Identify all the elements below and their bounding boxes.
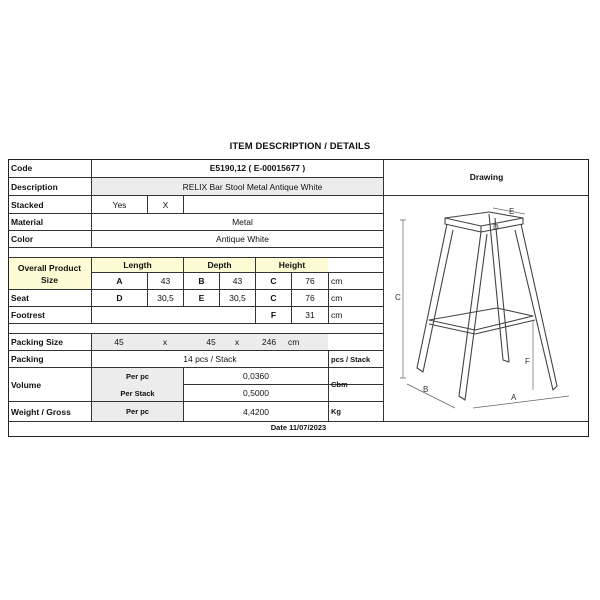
volume-per-stack-value: 0,5000 <box>243 388 269 398</box>
seat-label: Seat <box>11 293 29 303</box>
height-letter: C <box>270 276 277 286</box>
volume-per-pc-value: 0,0360 <box>243 371 269 381</box>
footrest-height-value: 31 <box>305 310 315 320</box>
weight-per-pc-value: 4,4200 <box>243 406 269 417</box>
seat-depth-letter: E <box>198 293 205 303</box>
seat-unit: cm <box>331 293 343 303</box>
dim-label-d: D <box>493 223 499 232</box>
packing-size-v1: 45 <box>114 337 124 347</box>
material-value: Metal <box>232 217 253 227</box>
height-header: Height <box>278 260 306 270</box>
packing-size-x1: x <box>162 337 168 347</box>
dim-label-e: E <box>509 207 515 216</box>
depth-value: 43 <box>232 276 243 286</box>
overall-size-label-line1: Overall Product <box>17 262 82 273</box>
volume-unit: Cbm <box>331 380 348 389</box>
packing-size-v3: 246 <box>261 337 277 347</box>
seat-length-letter: D <box>116 293 123 303</box>
seat-height-letter: C <box>270 293 277 303</box>
depth-letter: B <box>198 276 205 286</box>
packing-size-x2: x <box>234 337 240 347</box>
bar-stool-drawing <box>393 200 583 412</box>
date-footer: Date 11/07/2023 <box>270 423 327 432</box>
dim-label-f: F <box>525 357 530 366</box>
weight-per-pc-label: Per pc <box>126 407 149 416</box>
stacked-label: Stacked <box>11 199 44 210</box>
volume-label: Volume <box>11 379 42 390</box>
drawing-title: Drawing <box>469 172 504 182</box>
volume-per-stack-label: Per Stack <box>120 388 155 398</box>
page-title: ITEM DESCRIPTION / DETAILS <box>229 141 371 152</box>
overall-size-label-line2: Size <box>40 274 58 285</box>
packing-size-unit: cm <box>288 337 300 347</box>
depth-header: Depth <box>207 260 232 270</box>
weight-unit: Kg <box>331 407 341 416</box>
code-label: Code <box>11 163 33 173</box>
footrest-height-letter: F <box>270 310 277 320</box>
overall-unit: cm <box>331 276 343 286</box>
length-header: Length <box>123 260 152 270</box>
packing-label: Packing <box>11 354 44 364</box>
packing-value: 14 pcs / Stack <box>183 354 237 364</box>
volume-per-pc-label: Per pc <box>126 371 149 381</box>
description-label: Description <box>11 181 58 192</box>
seat-height-value: 76 <box>305 293 315 303</box>
packing-size-label: Packing Size <box>11 337 63 347</box>
length-value: 43 <box>160 276 171 286</box>
seat-depth-value: 30,5 <box>229 293 246 303</box>
dim-label-c: C <box>395 293 401 302</box>
footrest-label: Footrest <box>11 310 45 320</box>
description-value: RELIX Bar Stool Metal Antique White <box>182 181 323 192</box>
color-value: Antique White <box>216 234 269 244</box>
seat-length-value: 30,5 <box>157 293 174 303</box>
stacked-mark: X <box>162 199 169 210</box>
dim-label-a: A <box>511 393 517 402</box>
footrest-unit: cm <box>331 310 343 320</box>
dim-label-b: B <box>423 385 429 394</box>
weight-label: Weight / Gross <box>11 406 71 417</box>
length-letter: A <box>116 276 123 286</box>
packing-size-v2: 45 <box>206 337 216 347</box>
overall-size-label <box>8 258 91 289</box>
color-label: Color <box>11 234 34 244</box>
code-value: E5190,12 ( E-00015677 ) <box>209 163 306 173</box>
material-label: Material <box>11 217 44 227</box>
stacked-value: Yes <box>112 199 127 210</box>
height-value: 76 <box>305 276 315 286</box>
packing-unit: pcs / Stack <box>331 354 371 364</box>
